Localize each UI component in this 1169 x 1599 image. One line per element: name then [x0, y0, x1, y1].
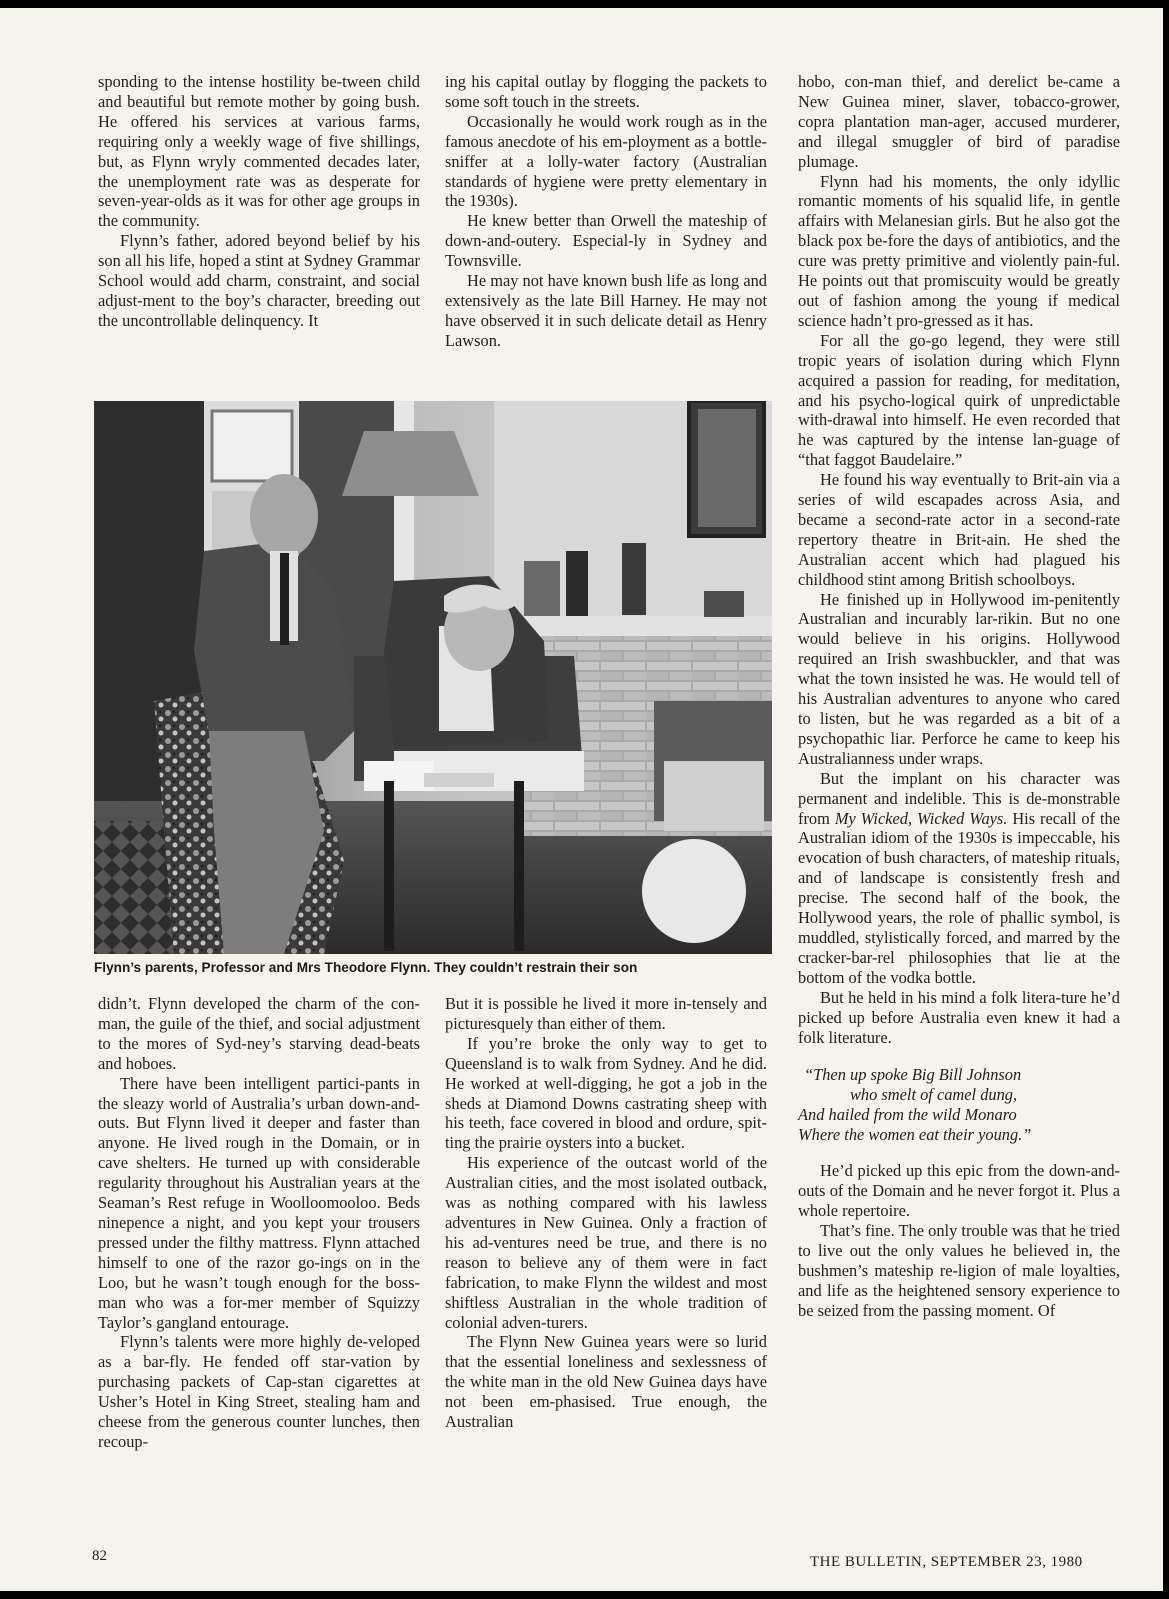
paragraph: Flynn had his moments, the only idyllic romantic moments of his squalid life, in gentle affairs with Melanesian girls. But he also got the black pox be-fore the days of antibiotics, and the cure was pretty primitive and violently pain-ful. He points out that promiscuity would be greatly out of fashion among the young if medical science hadn’t pro-gressed as it has. [798, 171, 1120, 330]
paragraph: He found his way eventually to Brit-ain via a series of wild escapades across Asia, and became a second-rate actor in a second-rate repertory theatre in Brit-ain. He shed the Australian accent which had plagued his childhood stint among British schoolboys. [798, 470, 1120, 589]
paragraph: ing his capital outlay by flogging the packets to some soft touch in the streets. [445, 72, 767, 111]
verse-line: “Then up spoke Big Bill Johnson [804, 1065, 1022, 1085]
paragraph: Flynn’s talents were more highly de-veloped as a bar-fly. He fended off star-vation by purchasing packets of Cap-stan cigarettes at Usher’s Hotel in King Street, stealing ham and cheese from the generous counter lunches, then recoup- [98, 1332, 420, 1451]
paragraph: He knew better than Orwell the mateship of down-and-outery. Especial-ly in Sydney and Townsville. [445, 211, 767, 271]
paragraph: He’d picked up this epic from the down-and-outs of the Domain and he never forgot it. Plus a whole repertoire. [798, 1161, 1120, 1221]
verse-quote [798, 1065, 1120, 1145]
paragraph: sponding to the intense hostility be-tween child and beautiful but remote mother by going bush. He offered his services at various farms, requiring only a weekly wage of five shillings, but, as Flynn wryly commented decades later, the unemployment rate was as desperate for seven-year-olds as it was for other age groups in the community. [98, 72, 420, 231]
column-3-folk-literature-paragraph: But he held in his mind a folk litera-ture he’d picked up before Australia even knew it had a folk literature. [798, 987, 1120, 1047]
column-3-wicked-ways-paragraph [798, 769, 1120, 988]
magazine-page [0, 8, 1169, 1591]
verse-line: who smelt of camel dung, [850, 1085, 1018, 1105]
paragraph: That’s fine. The only trouble was that he tried to live out the only values he believed in, the bushmen’s mateship re-ligion of male loyalties, and life as the heightened sensory experience to be seized from the passing moment. Of [798, 1221, 1120, 1320]
photograph-flynn-parents [94, 401, 772, 954]
paragraph: The Flynn New Guinea years were so lurid that the essential loneliness and sexlessness of the white man in the old New Guinea days have not been em-phasised. True enough, the Australian [445, 1332, 767, 1432]
paragraph: Occasionally he would work rough as in the famous anecdote of his em-ployment as a bottle-sniffer at a lolly-water factory (Australian standards of hygiene were pretty elementary in the 1930s). [445, 111, 767, 211]
col3-b-post-text: His recall of the Australian idiom of the 1930s is impeccable, his evocation of bush characters, of mateship rituals, and of landscape is consistently fresh and precise. The second half of the book, the Hollywood years, the role of phallic symbol, is muddled, stylistically forced, and marred by the cracker-bar-rel philosophies that lie at the bottom of the vodka bottle. [798, 808, 1121, 987]
paragraph: But it is possible he lived it more in-tensely and picturesquely than either of them. [445, 994, 767, 1033]
paragraph: His experience of the outcast world of the Australian cities, and the most isolated outback, was as nothing compared with his lawless adventures in New Guinea. Only a fraction of his ad-ventures need be true, and there is no reason to believe any of them were in fact fabrication, to make Flynn the wildest and most shiftless Australian in the whole tradition of colonial adven-turers. [445, 1153, 767, 1332]
verse-line: And hailed from the wild Monaro [798, 1105, 1017, 1125]
paragraph: For all the go-go legend, they were still tropic years of isolation during which Flynn acquired a passion for reading, for meditation, and his psycho-logical quirk of unpredictable with-drawal into himself. He even recorded that he was captured by the intense lan-guage of “that faggot Baudelaire.” [798, 330, 1120, 470]
paragraph: He may not have known bush life as long and extensively as the late Bill Harney. He may not have observed it in such delicate detail as Henry Lawson. [445, 271, 767, 350]
column-2-top [445, 72, 767, 351]
paragraph: hobo, con-man thief, and derelict be-came a New Guinea miner, slaver, tobacco-grower, copra plantation man-ager, accused murderer, and illegal smuggler of bird of paradise plumage. [798, 72, 1120, 171]
book-title: My Wicked, Wicked Ways. [834, 808, 1008, 828]
column-3-paragraphs-d [798, 1161, 1120, 1320]
page-number: 82 [92, 1548, 107, 1564]
paragraph: He finished up in Hollywood im-penitently Australian and incurably lar-rikin. But no one would believe in his origins. Hollywood required an Irish swashbuckler, and that was what the town insisted he was. He would tell of his Australian adventures to anyone who cared to listen, but he was regarded as a bit of a psychopathic liar. Perforce he came to keep his Australianness under wraps. [798, 589, 1120, 768]
paragraph: Flynn’s father, adored beyond belief by his son all his life, hoped a stint at Sydney Grammar School would add charm, constraint, and social adjust-ment to the boy’s character, breeding out the uncontrollable delinquency. It [98, 231, 420, 330]
verse-line: Where the women eat their young.” [798, 1125, 1032, 1145]
column-2-bottom [445, 994, 767, 1432]
paragraph: There have been intelligent partici-pants in the sleazy world of Australia’s urban down-and-outs. But Flynn lived it deeper and faster than anyone. He lived rough in the Domain, or in cave shelters. He turned up with considerable regularity throughout his Australian years at the Seaman’s Rest refuge in Woolloomooloo. Beds ninepence a night, and you kept your trousers pressed under the filthy mattress. Flynn attached himself to one of the razor go-ings on in the Loo, but he wasn’t tough enough for the boss-man who was a for-mer member of Squizzy Taylor’s gangland entourage. [98, 1073, 420, 1332]
publication-footer: THE BULLETIN, SEPTEMBER 23, 1980 [810, 1554, 1083, 1570]
column-1-bottom [98, 994, 420, 1452]
paragraph: didn’t. Flynn developed the charm of the con-man, the guile of the thief, and social adjustment to the mores of Syd-ney’s starving dead-beats and hoboes. [98, 994, 420, 1073]
col3-b-pre-text: But the implant on his character was permanent and indelible. This is de-monstrable from [798, 768, 1120, 828]
paragraph: If you’re broke the only way to get to Queensland is to walk from Sydney. And he did. He worked at well-digging, he got a job in the sheds at Diamond Downs castrating sheep with his teeth, face covered in blood and ordure, spit-ting the prairie oysters into a bucket. [445, 1033, 767, 1153]
column-3 [798, 72, 1120, 1321]
column-3-paragraphs-a [798, 72, 1120, 769]
photo-caption: Flynn’s parents, Professor and Mrs Theodore Flynn. They couldn’t restrain their son [94, 960, 638, 975]
column-1-top [98, 72, 420, 331]
